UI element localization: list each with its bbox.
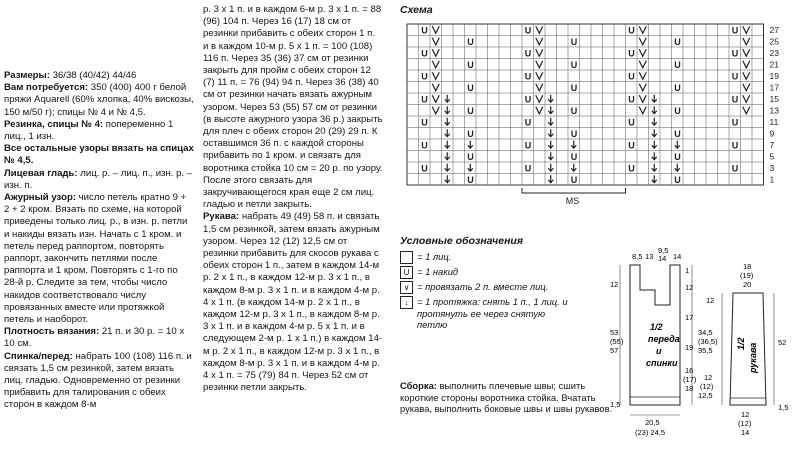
k2tog-icon — [432, 61, 439, 68]
skp-icon — [652, 118, 657, 126]
legend-item-k2tog: ∨ = провязать 2 п. вместе лиц. — [400, 281, 600, 294]
k2tog-icon — [743, 95, 750, 102]
yarnover-icon: U — [570, 59, 578, 70]
k2tog-icon — [639, 95, 646, 102]
knit-symbol-icon — [400, 251, 413, 264]
body-label-3: и — [656, 346, 662, 356]
skp-icon — [652, 129, 657, 137]
skp-icon — [652, 164, 657, 172]
svg-text:12: 12 — [610, 280, 619, 289]
svg-text:12: 12 — [685, 283, 694, 292]
k2tog-icon — [743, 84, 750, 91]
svg-text:14: 14 — [673, 252, 682, 261]
repeat-label: MS — [565, 196, 580, 206]
row-number: 1 — [769, 174, 775, 185]
k2tog-icon — [536, 49, 543, 56]
skp-icon — [652, 152, 657, 160]
body-label-4: спинки — [646, 358, 678, 368]
svg-text:19: 19 — [685, 343, 694, 352]
skp-icon — [548, 95, 553, 103]
svg-text:9,5: 9,5 — [658, 246, 669, 255]
skp-icon — [445, 106, 450, 114]
yarnover-icon: U — [524, 163, 532, 174]
sleeve-pattern-diagram — [698, 255, 798, 455]
k2tog-symbol-icon: ∨ — [400, 281, 413, 294]
svg-text:(17): (17) — [683, 375, 697, 384]
legend-item-yarnover: U = 1 накид — [400, 266, 600, 279]
skp-icon — [652, 175, 657, 183]
row-number: 9 — [769, 128, 775, 139]
skp-icon — [571, 164, 576, 172]
svg-text:35,5: 35,5 — [698, 346, 713, 355]
skp-icon — [571, 141, 576, 149]
skp-icon — [652, 141, 657, 149]
k2tog-icon — [432, 72, 439, 79]
scheme-title: Схема — [400, 4, 433, 16]
svg-text:57: 57 — [610, 346, 619, 355]
yarnover-icon: U — [628, 163, 635, 174]
yarnover-icon: U — [674, 36, 681, 47]
svg-text:18: 18 — [743, 262, 752, 271]
row-number: 5 — [769, 151, 775, 162]
repeat-bracket — [522, 188, 626, 193]
row-number: 17 — [769, 82, 779, 93]
svg-text:(12): (12) — [738, 419, 752, 428]
svg-text:8,5: 8,5 — [632, 252, 643, 261]
yarnover-icon: U — [421, 94, 428, 105]
yarnover-icon: U — [467, 151, 474, 162]
skp-icon — [548, 141, 553, 149]
k2tog-icon — [639, 72, 646, 79]
row-number: 21 — [769, 59, 779, 70]
svg-text:1,5: 1,5 — [610, 400, 621, 409]
yarnover-icon: U — [524, 94, 532, 105]
k2tog-icon — [743, 26, 750, 33]
legend-item-skp: ↓ = 1 протяжка: снять 1 п., 1 лиц. и протянуть ее через снятую петлю — [400, 296, 600, 331]
svg-text:13: 13 — [645, 252, 654, 261]
yarnover-icon: U — [570, 174, 578, 185]
instructions-column-2 — [203, 4, 383, 395]
yarnover-icon: U — [674, 105, 681, 116]
svg-text:12: 12 — [704, 373, 713, 382]
yarnover-icon: U — [731, 48, 739, 59]
yarnover-icon: U — [731, 25, 739, 36]
skp-icon — [548, 175, 553, 183]
yarnover-icon: U — [628, 117, 635, 128]
k2tog-icon — [743, 107, 750, 114]
gauge-label: Плотность вязания: — [4, 326, 100, 338]
skp-icon — [675, 141, 680, 149]
k2tog-icon — [536, 95, 543, 102]
yarnover-icon: U — [674, 128, 681, 139]
gauge-value: 21 п. и 30 р. = 10 х 10 см. — [4, 326, 185, 350]
assembly-text — [400, 380, 614, 415]
k2tog-icon — [536, 107, 543, 114]
yarnover-icon: U — [467, 174, 474, 185]
svg-text:1,5: 1,5 — [778, 403, 789, 412]
yarnover-icon: U — [421, 25, 428, 36]
yarnover-icon: U — [467, 105, 474, 116]
skp-symbol-icon: ↓ — [400, 296, 413, 309]
yarnover-icon: U — [524, 25, 532, 36]
instructions-column-1 — [4, 70, 194, 412]
yarnover-icon: U — [524, 48, 532, 59]
yarnover-icon: U — [570, 105, 578, 116]
row-number: 23 — [769, 48, 779, 58]
yarnover-icon: U — [628, 71, 635, 82]
k2tog-icon — [536, 61, 543, 68]
yarnover-icon: U — [467, 59, 474, 70]
k2tog-icon — [536, 84, 543, 91]
yarnover-icon: U — [524, 71, 532, 82]
k2tog-icon — [432, 38, 439, 45]
skp-icon — [445, 129, 450, 137]
yarnover-icon: U — [628, 140, 635, 151]
skp-icon — [548, 118, 553, 126]
k2tog-icon — [432, 95, 439, 102]
yarnover-icon: U — [570, 36, 578, 47]
k2tog-icon — [639, 38, 646, 45]
svg-text:(23) 24,5: (23) 24,5 — [635, 428, 666, 437]
body-label-1: 1/2 — [650, 322, 663, 332]
k2tog-icon — [743, 49, 750, 56]
skp-icon — [675, 164, 680, 172]
materials-value: 350 (400) 400 г белой пряжи Aquarell (60% хлопка, 40% вискозы, 150 м/50 г); спицы № 4 и № 4,5. — [4, 82, 194, 118]
k2tog-icon — [743, 72, 750, 79]
row-number: 13 — [769, 105, 779, 116]
yarnover-icon: U — [674, 82, 681, 93]
rib-label: Резинка, спицы № 4: — [4, 118, 104, 130]
svg-text:(55): (55) — [610, 337, 624, 346]
yarnover-icon: U — [524, 140, 532, 151]
yarnover-icon: U — [570, 82, 578, 93]
skp-icon — [468, 164, 473, 172]
lace-value: число петель кратно 9 + 2 + 2 кром. Вязать по схеме, на которой приведены только лиц. р., в изн. р. петли и накиды вязать изн. Начать с 1 кром. и петель перед раппортом, повторять раппорт, закончить петлями после раппорта и 1 кром. Повторять с 1-го по 28-й р. Следите за тем, чтобы число накидов соответствовало числу провязанных вместе или протяжкой петель и наоборот. — [4, 192, 188, 326]
skp-icon — [468, 141, 473, 149]
svg-text:16: 16 — [685, 366, 694, 375]
row-number: 27 — [769, 25, 779, 35]
svg-text:1: 1 — [685, 266, 690, 275]
svg-text:14: 14 — [741, 428, 750, 437]
row-number: 7 — [769, 140, 775, 150]
skp-icon — [445, 152, 450, 160]
svg-text:18: 18 — [685, 384, 694, 393]
skp-icon — [652, 106, 657, 114]
skp-icon — [445, 175, 450, 183]
sleeves-value: набрать 49 (49) 58 п. и связать 1,5 см резинкой, затем вязать ажурным узором. Через 12 (12) 12,5 см от резинки прибавить для скосов рукава с обеих сторон 1 п., затем в каждом 14-м р. 2 х 1 п., в каждом 12-м р. 3 х 1 п., в каждом 8-м р. 3 х 1 п. и в каждом 4-м р. 4 х 1 п. (в каждом 14-м р. 2 х 1 п., в каждом 12-м р. 3 х 1 п., в каждом 8-м р. 3 х 1 п. и в каждом 4-м р. 5 х 1 п. и в следующем 2-м р. 1 х 1 п.) в каждом 14-м р. 2 х 1 п., в каждом 12-м р. 3 х 1 п., в каждом 8-м р. 3 х 1 п. и в каждом 4-м р. 4 х 1 п. = 75 (79) 84 п. Через 52 см от резинки петли закрыть. — [203, 211, 383, 394]
skp-icon — [445, 95, 450, 103]
yarnover-icon: U — [421, 117, 428, 128]
row-number: 25 — [769, 36, 779, 47]
yarnover-icon: U — [731, 71, 739, 82]
needles-note: Все остальные узоры вязать на спицах № 4,5. — [4, 143, 194, 167]
k2tog-icon — [639, 84, 646, 91]
legend — [400, 251, 600, 333]
skp-icon — [548, 106, 553, 114]
yarnover-icon: U — [421, 71, 428, 82]
skp-icon — [652, 95, 657, 103]
svg-text:34,5: 34,5 — [698, 328, 713, 337]
yarnover-icon: U — [628, 94, 635, 105]
svg-text:(19): (19) — [740, 271, 754, 280]
back-front-value: набрать 100 (108) 116 п. и связать 1,5 см резинкой, затем вязать лиц. гладью. Одновременно от резинки прибавить для талирования с обеих сторон в каждом 8-м — [4, 350, 192, 411]
yarnover-icon: U — [467, 82, 474, 93]
yarnover-icon: U — [570, 151, 578, 162]
body-pattern-diagram — [610, 245, 705, 445]
yarnover-icon: U — [524, 117, 532, 128]
sleeve-label-2: рукава — [748, 342, 758, 373]
knitting-chart — [395, 16, 795, 236]
yarnover-icon: U — [421, 140, 428, 151]
svg-text:20,5: 20,5 — [645, 418, 660, 427]
svg-text:14: 14 — [658, 254, 667, 263]
k2tog-icon — [639, 107, 646, 114]
svg-text:12: 12 — [741, 410, 750, 419]
yarnover-icon: U — [731, 140, 739, 151]
row-number: 3 — [769, 163, 775, 173]
k2tog-icon — [432, 49, 439, 56]
k2tog-icon — [639, 61, 646, 68]
k2tog-icon — [743, 38, 750, 45]
sleeve-label-1: 1/2 — [736, 337, 746, 350]
yarnover-icon: U — [467, 128, 474, 139]
k2tog-icon — [639, 49, 646, 56]
svg-text:52: 52 — [778, 338, 787, 347]
k2tog-icon — [536, 26, 543, 33]
svg-text:17: 17 — [685, 313, 694, 322]
back-front-continued: р. 3 х 1 п. и в каждом 6-м р. 3 х 1 п. = 88 (96) 104 п. Через 16 (17) 18 см от резинки прибавить с обеих сторон 1 п. и в каждом 10-м р. 5 х 1 п. = 100 (108) 116 п. Через 35 (36) 37 см от резинки закрыть для пройм с обеих сторон 12 (7) 11 п. = 76 (94) 94 п. Через 36 (38) 40 см от резинки начать вязать ажурным узором. Через 53 (55) 57 см от резинки (в высоте ажурного узора 36 р.) закрыть для плеч с обеих сторон 20 (29) 29 п. К оставшимся 36 п. с каждой стороны прибавить по 1 кром. и связать для воротника стойка 10 см = 20 р. по узору. После этого связать для закручивающегося края еще 2 см лиц. гладью и петли закрыть. — [203, 4, 383, 211]
body-label-2: переда — [648, 334, 680, 344]
yarnover-icon: U — [628, 48, 635, 59]
assembly-label: Сборка: — [400, 380, 437, 391]
legend-title: Условные обозначения — [400, 235, 524, 247]
svg-text:20: 20 — [743, 280, 752, 289]
legend-item-knit: = 1 лиц. — [400, 251, 600, 264]
assembly-value: выполнить плечевые швы; сшить короткие стороны воротника стойка. Вчатать рукава, выполнить боковые швы и швы рукавов. — [400, 380, 613, 415]
yarnover-icon: U — [674, 174, 681, 185]
k2tog-icon — [536, 72, 543, 79]
skp-icon — [445, 164, 450, 172]
sleeves-label: Рукава: — [203, 211, 240, 223]
yarnover-symbol-icon: U — [400, 266, 413, 279]
row-number: 11 — [769, 117, 779, 127]
k2tog-icon — [432, 107, 439, 114]
yarnover-icon: U — [628, 25, 635, 36]
rib-value: попеременно 1 лиц., 1 изн. — [4, 118, 174, 143]
skp-icon — [548, 129, 553, 137]
yarnover-icon: U — [731, 117, 739, 128]
svg-text:(12): (12) — [700, 382, 714, 391]
skp-icon — [548, 164, 553, 172]
skp-icon — [548, 152, 553, 160]
skp-icon — [445, 141, 450, 149]
k2tog-icon — [639, 26, 646, 33]
stockinette-value: лиц. р. – лиц. п., изн. р. – изн. п. — [4, 167, 193, 191]
svg-text:53: 53 — [610, 328, 619, 337]
lace-label: Ажурный узор: — [4, 192, 77, 204]
yarnover-icon: U — [421, 163, 428, 174]
skp-icon — [445, 118, 450, 126]
svg-text:(36,5): (36,5) — [698, 337, 718, 346]
svg-text:12,5: 12,5 — [698, 391, 713, 400]
yarnover-icon: U — [731, 163, 739, 174]
yarnover-icon: U — [570, 128, 578, 139]
k2tog-icon — [432, 84, 439, 91]
yarnover-icon: U — [467, 36, 474, 47]
yarnover-icon: U — [731, 94, 739, 105]
k2tog-icon — [536, 38, 543, 45]
yarnover-icon: U — [421, 48, 428, 59]
stockinette-label: Лицевая гладь: — [4, 167, 78, 179]
k2tog-icon — [432, 26, 439, 33]
yarnover-icon: U — [674, 59, 681, 70]
materials-label: Вам потребуется: — [4, 82, 89, 94]
sizes-value: 36/38 (40/42) 44/46 — [49, 70, 137, 81]
back-front-label: Спинка/перед: — [4, 350, 73, 362]
row-number: 15 — [769, 94, 779, 104]
k2tog-icon — [743, 61, 750, 68]
svg-text:12: 12 — [706, 296, 715, 305]
row-number: 19 — [769, 71, 779, 81]
sizes-label: Размеры: — [4, 70, 50, 81]
yarnover-icon: U — [674, 151, 681, 162]
